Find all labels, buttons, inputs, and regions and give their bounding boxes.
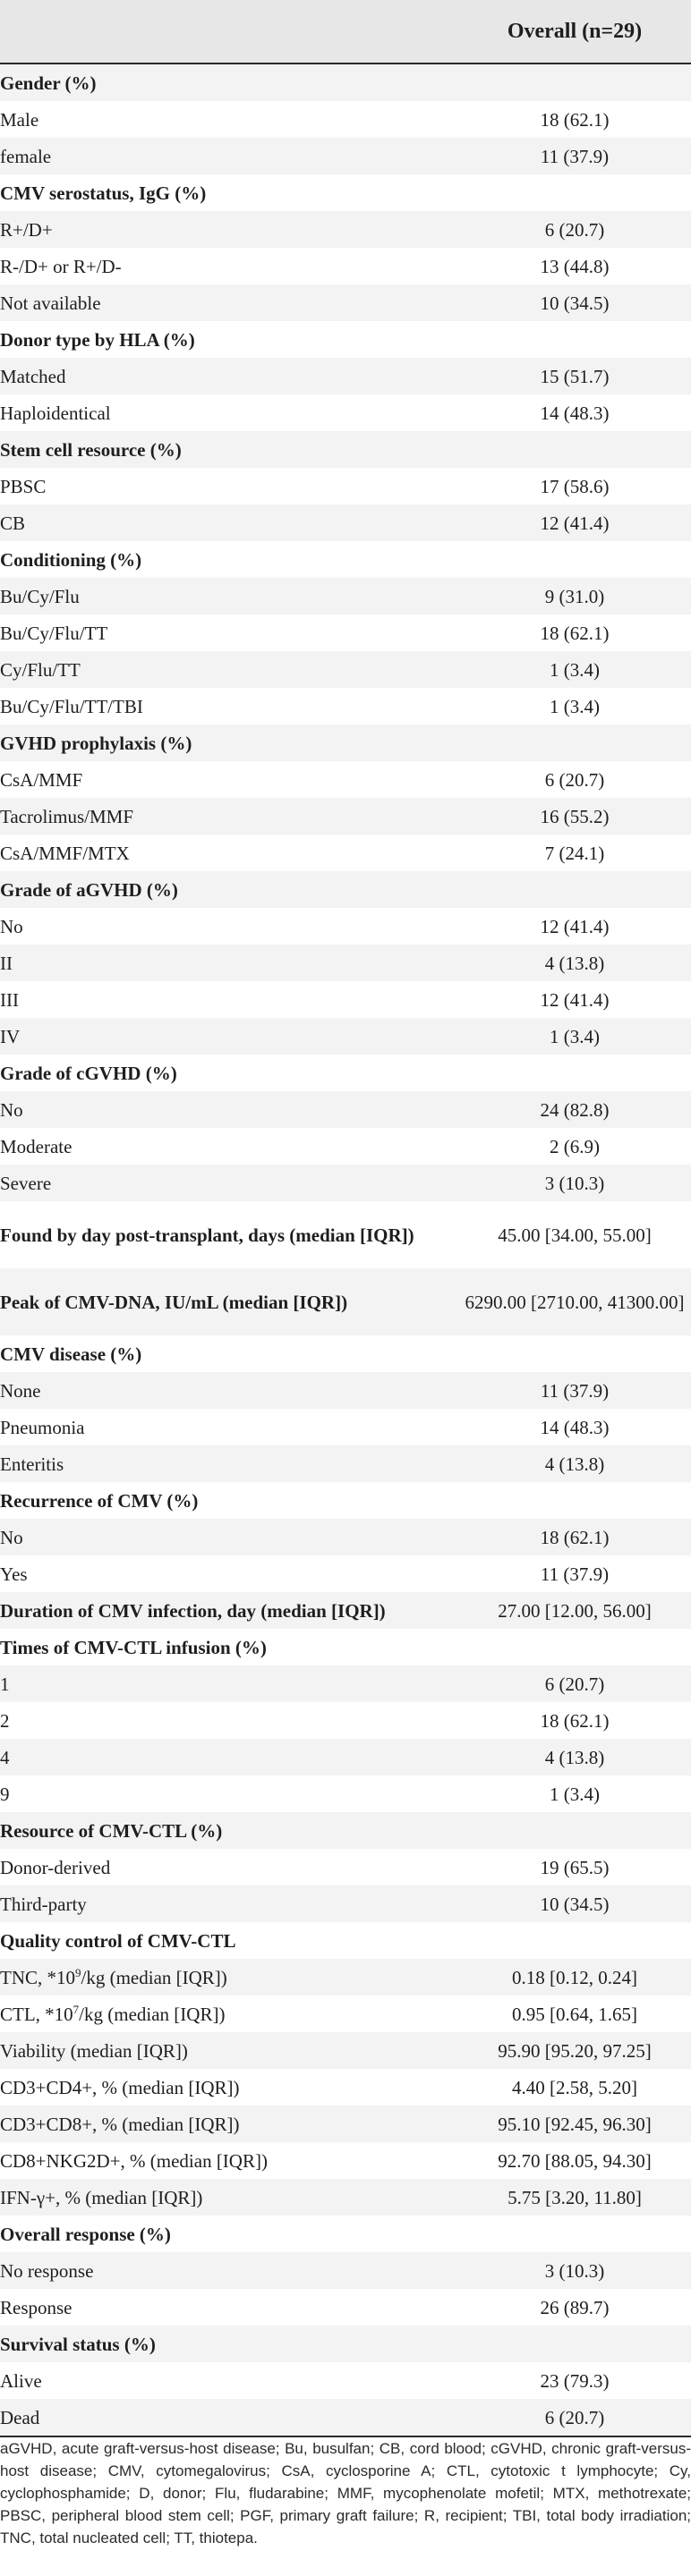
table-row	[0, 284, 691, 321]
section-row	[0, 1482, 691, 1519]
row-label: Matched	[0, 358, 458, 394]
table-row	[0, 1739, 691, 1775]
row-label: Bu/Cy/Flu/TT	[0, 622, 108, 644]
table-row	[0, 1996, 691, 2032]
section-row	[0, 1922, 691, 1959]
row-value: 18 (62.1)	[540, 108, 610, 131]
row-label: R-/D+ or R+/D-	[0, 255, 122, 277]
table-row	[0, 1128, 691, 1165]
table-row	[0, 2032, 691, 2069]
row-value	[458, 64, 691, 101]
section-row	[0, 1629, 691, 1665]
row-label: 4	[0, 1739, 458, 1775]
row-label: Grade of cGVHD (%)	[0, 1062, 177, 1084]
row-label: 2	[0, 1709, 10, 1732]
table-row	[0, 2399, 691, 2436]
table-row	[0, 358, 691, 394]
table-row	[0, 1665, 691, 1702]
row-label: Times of CMV-CTL infusion (%)	[0, 1636, 267, 1658]
table-row	[0, 2289, 691, 2326]
row-label: No	[0, 915, 23, 937]
section-row	[0, 1055, 691, 1091]
row-value: 11 (37.9)	[458, 1372, 691, 1409]
row-label-exponent: 7	[73, 2002, 80, 2016]
row-value: 4 (13.8)	[458, 1445, 691, 1482]
table-row	[0, 1091, 691, 1128]
row-value: 12 (41.4)	[458, 504, 691, 541]
row-value: 1 (3.4)	[550, 1783, 600, 1805]
header-label-column	[0, 0, 458, 64]
section-row	[0, 1812, 691, 1849]
section-row	[0, 1268, 691, 1335]
row-label: II	[0, 945, 458, 981]
row-value: 1 (3.4)	[550, 695, 600, 717]
table-row	[0, 614, 691, 651]
section-row	[0, 174, 691, 211]
row-value: 0.18 [0.12, 0.24]	[458, 1959, 691, 1996]
table-row	[0, 138, 691, 174]
row-value: 18 (62.1)	[458, 1519, 691, 1555]
row-label: Cy/Flu/TT	[0, 651, 458, 688]
row-label: IV	[0, 1018, 458, 1055]
row-label-prefix: CTL, *10	[0, 2003, 73, 2025]
row-label: Overall response (%)	[0, 2223, 171, 2245]
row-label: female	[0, 138, 458, 174]
row-value: 3 (10.3)	[458, 1165, 691, 1201]
table-row	[0, 101, 691, 138]
table-row	[0, 1555, 691, 1592]
row-label: 9	[0, 1783, 10, 1805]
section-row	[0, 1592, 691, 1629]
row-label: Peak of CMV-DNA, IU/mL (median [IQR])	[0, 1268, 458, 1335]
row-label: CB	[0, 504, 458, 541]
row-value: 5.75 [3.20, 11.80]	[458, 2179, 691, 2216]
row-value	[458, 1922, 691, 1959]
table-row	[0, 908, 691, 945]
row-label: None	[0, 1372, 458, 1409]
row-label: Donor type by HLA (%)	[0, 328, 195, 351]
section-row	[0, 1335, 691, 1372]
row-label: CsA/MMF/MTX	[0, 842, 130, 864]
table-row	[0, 1519, 691, 1555]
table-row	[0, 1409, 691, 1445]
row-label: Tacrolimus/MMF	[0, 798, 458, 835]
row-label: Resource of CMV-CTL (%)	[0, 1812, 458, 1849]
row-label: Male	[0, 108, 39, 131]
table-row	[0, 1775, 691, 1812]
row-value: 4 (13.8)	[458, 1739, 691, 1775]
row-value	[458, 1335, 691, 1372]
table-row	[0, 2106, 691, 2142]
row-label: R+/D+	[0, 211, 458, 248]
row-label: Third-party	[0, 1885, 458, 1922]
row-value: 95.90 [95.20, 97.25]	[458, 2032, 691, 2069]
table-row	[0, 2362, 691, 2399]
row-value: 18 (62.1)	[540, 1709, 610, 1732]
row-value	[458, 1812, 691, 1849]
row-value: 12 (41.4)	[540, 915, 610, 937]
section-row	[0, 541, 691, 578]
row-label: Gender (%)	[0, 64, 458, 101]
row-label: Found by day post-transplant, days (median [IQR])	[0, 1224, 414, 1246]
row-label: CsA/MMF	[0, 768, 83, 791]
row-label: CMV serostatus, IgG (%)	[0, 182, 207, 204]
row-label: Severe	[0, 1165, 458, 1201]
table-row	[0, 1959, 691, 1996]
header-overall-column: Overall (n=29)	[458, 0, 691, 64]
row-value: 3 (10.3)	[458, 2252, 691, 2289]
row-value: 6290.00 [2710.00, 41300.00]	[458, 1268, 691, 1335]
row-value	[458, 1482, 691, 1519]
table-row	[0, 1849, 691, 1885]
table-row	[0, 798, 691, 835]
table-row	[0, 651, 691, 688]
row-label-suffix: /kg (median [IQR])	[81, 1966, 227, 1988]
row-value: 6 (20.7)	[544, 768, 605, 791]
row-label: Pneumonia	[0, 1416, 85, 1438]
table-row	[0, 1702, 691, 1739]
section-row	[0, 64, 691, 101]
row-value: 2 (6.9)	[550, 1135, 600, 1157]
row-value	[458, 1055, 691, 1091]
row-value: 24 (82.8)	[458, 1091, 691, 1128]
row-value: 1 (3.4)	[458, 651, 691, 688]
row-value	[458, 2216, 691, 2252]
section-row	[0, 871, 691, 908]
row-value: 16 (55.2)	[458, 798, 691, 835]
table-row	[0, 761, 691, 798]
row-value: 45.00 [34.00, 55.00]	[498, 1224, 652, 1246]
row-label: Enteritis	[0, 1445, 458, 1482]
section-row	[0, 724, 691, 761]
row-label: III	[0, 988, 19, 1011]
row-value: 10 (34.5)	[458, 1885, 691, 1922]
row-label	[0, 1996, 458, 2032]
row-label: Conditioning (%)	[0, 548, 142, 571]
row-label: Alive	[0, 2369, 42, 2392]
table-row	[0, 1445, 691, 1482]
row-value	[458, 541, 691, 578]
row-value: 6 (20.7)	[458, 2399, 691, 2436]
row-label: Duration of CMV infection, day (median [IQR])	[0, 1592, 458, 1629]
row-label: Response	[0, 2296, 73, 2318]
table-header	[0, 0, 691, 64]
row-label: Bu/Cy/Flu	[0, 578, 458, 614]
row-label: GVHD prophylaxis (%)	[0, 724, 458, 761]
row-value: 92.70 [88.05, 94.30]	[498, 2149, 652, 2172]
row-value	[458, 871, 691, 908]
row-value: 6 (20.7)	[458, 211, 691, 248]
row-label: Stem cell resource (%)	[0, 431, 458, 468]
row-label: IFN-γ+, % (median [IQR])	[0, 2179, 458, 2216]
table-row	[0, 1018, 691, 1055]
table-row	[0, 688, 691, 724]
table-row	[0, 2142, 691, 2179]
row-label-exponent: 9	[75, 1965, 81, 1979]
row-value: 13 (44.8)	[540, 255, 610, 277]
row-value: 14 (48.3)	[540, 402, 610, 424]
section-row	[0, 1201, 691, 1268]
row-value: 10 (34.5)	[458, 284, 691, 321]
table-row	[0, 394, 691, 431]
row-label: Dead	[0, 2399, 458, 2436]
section-row	[0, 2326, 691, 2362]
table-footnote: aGVHD, acute graft-versus-host disease; Bu, busulfan; CB, cord blood; cGVHD, chronic graft-versus-host disease; CMV, cytomegalovirus; CsA, cyclosporine A; CTL, cytotoxic t lymphocyte; Cy, cyclophosphamide; D, donor; Flu, fludarabine; MMF, mycophenolate mofetil; MTX, methotrexate; PBSC, peripheral blood stem cell; PGF, primary graft failure; R, recipient; TBI, total body irradiation; TNC, total nucleated cell; TT, thiotepa.	[0, 2440, 691, 2546]
row-value: 27.00 [12.00, 56.00]	[458, 1592, 691, 1629]
table-row	[0, 1885, 691, 1922]
header-row	[0, 0, 691, 64]
row-label: Quality control of CMV-CTL	[0, 1929, 236, 1952]
row-label: Viability (median [IQR])	[0, 2032, 458, 2069]
table-row	[0, 981, 691, 1018]
row-value: 19 (65.5)	[540, 1856, 610, 1878]
table-row	[0, 211, 691, 248]
table-row	[0, 468, 691, 504]
section-row	[0, 321, 691, 358]
row-value	[458, 1629, 691, 1665]
row-value: 23 (79.3)	[540, 2369, 610, 2392]
row-value: 18 (62.1)	[540, 622, 610, 644]
table-row	[0, 1372, 691, 1409]
row-value: 95.10 [92.45, 96.30]	[458, 2106, 691, 2142]
row-label: Haploidentical	[0, 402, 111, 424]
row-value: 15 (51.7)	[458, 358, 691, 394]
row-label-suffix: /kg (median [IQR])	[79, 2003, 226, 2025]
row-label: 1	[0, 1665, 458, 1702]
row-value: 11 (37.9)	[458, 138, 691, 174]
row-label: No	[0, 1519, 458, 1555]
table-row	[0, 1165, 691, 1201]
row-value	[458, 321, 691, 358]
row-label: Not available	[0, 284, 458, 321]
row-value: 4.40 [2.58, 5.20]	[512, 2076, 637, 2098]
row-label	[0, 1959, 458, 1996]
row-label: No response	[0, 2252, 458, 2289]
row-label-prefix: TNC, *10	[0, 1966, 75, 1988]
row-value: 14 (48.3)	[540, 1416, 610, 1438]
table-row	[0, 578, 691, 614]
row-value: 26 (89.7)	[540, 2296, 610, 2318]
row-value: 11 (37.9)	[540, 1563, 610, 1585]
row-label: CD3+CD4+, % (median [IQR])	[0, 2076, 240, 2098]
row-value: 17 (58.6)	[540, 475, 610, 497]
row-value: 6 (20.7)	[458, 1665, 691, 1702]
row-label: CD8+NKG2D+, % (median [IQR])	[0, 2149, 268, 2172]
section-row	[0, 431, 691, 468]
row-value: 0.95 [0.64, 1.65]	[512, 2003, 637, 2025]
row-label: Recurrence of CMV (%)	[0, 1489, 199, 1512]
table-row	[0, 2069, 691, 2106]
row-value: 7 (24.1)	[544, 842, 605, 864]
row-label: Survival status (%)	[0, 2326, 458, 2362]
row-label: Moderate	[0, 1135, 73, 1157]
row-value	[458, 431, 691, 468]
row-label: CMV disease (%)	[0, 1343, 142, 1365]
row-label: No	[0, 1091, 458, 1128]
row-value	[458, 2326, 691, 2362]
row-value: 9 (31.0)	[458, 578, 691, 614]
row-value: 4 (13.8)	[458, 945, 691, 981]
table-row	[0, 2252, 691, 2289]
row-value: 12 (41.4)	[540, 988, 610, 1011]
row-label: Grade of aGVHD (%)	[0, 871, 458, 908]
table-row	[0, 945, 691, 981]
table-body	[0, 64, 691, 2436]
row-value: 1 (3.4)	[458, 1018, 691, 1055]
row-label: Bu/Cy/Flu/TT/TBI	[0, 695, 143, 717]
row-label: PBSC	[0, 475, 47, 497]
table-row	[0, 835, 691, 871]
row-value	[458, 724, 691, 761]
row-value	[458, 174, 691, 211]
row-label: CD3+CD8+, % (median [IQR])	[0, 2106, 458, 2142]
row-label: Yes	[0, 1563, 28, 1585]
table-row	[0, 2179, 691, 2216]
section-row	[0, 2216, 691, 2252]
table-row	[0, 248, 691, 284]
table-row	[0, 504, 691, 541]
row-label: Donor-derived	[0, 1856, 111, 1878]
